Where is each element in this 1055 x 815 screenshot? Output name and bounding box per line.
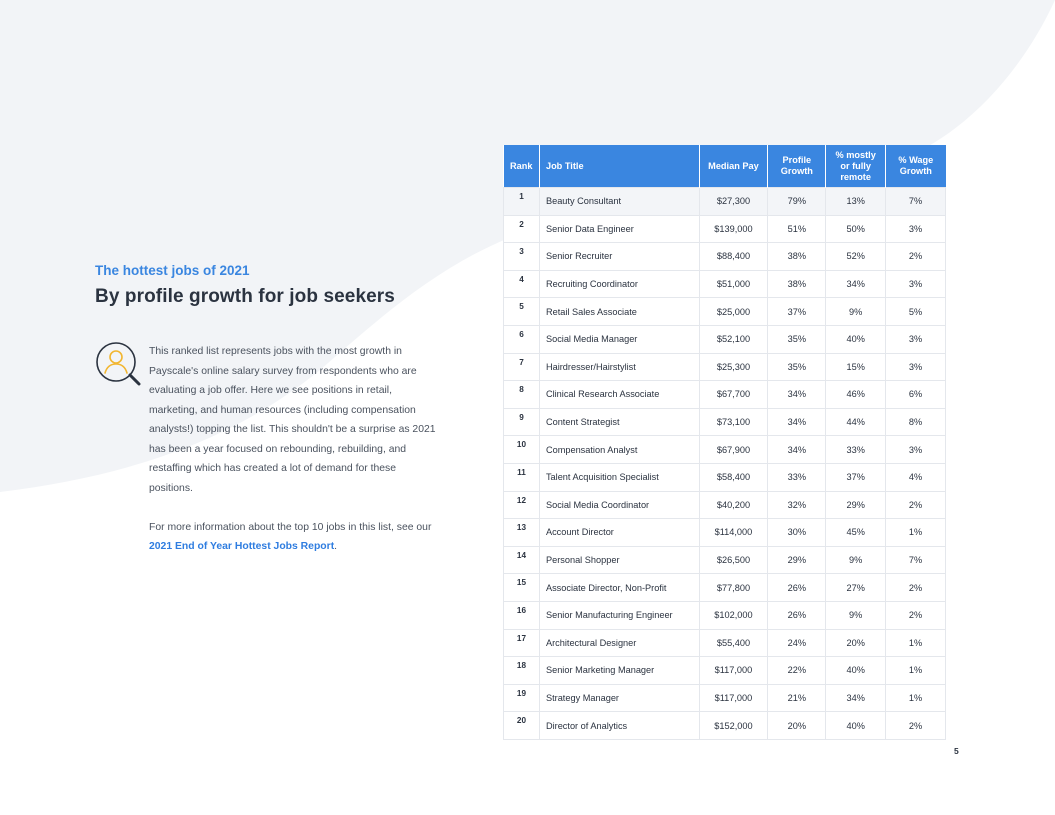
median-pay-cell: $51,000 bbox=[699, 270, 768, 298]
rank-cell: 10 bbox=[504, 436, 540, 464]
wage-growth-cell: 3% bbox=[886, 215, 946, 243]
median-pay-cell: $102,000 bbox=[699, 601, 768, 629]
median-pay-cell: $26,500 bbox=[699, 546, 768, 574]
profile-growth-cell: 20% bbox=[768, 712, 826, 740]
table-row bbox=[504, 491, 946, 519]
profile-growth-cell: 51% bbox=[768, 215, 826, 243]
wage-growth-cell: 1% bbox=[886, 629, 946, 657]
job-title-cell: Content Strategist bbox=[539, 408, 699, 436]
job-title-cell: Account Director bbox=[539, 519, 699, 547]
magnifier-person-icon bbox=[95, 341, 141, 387]
remote-cell: 40% bbox=[826, 712, 886, 740]
rank-cell: 13 bbox=[504, 519, 540, 547]
remote-cell: 52% bbox=[826, 243, 886, 271]
more-info-paragraph bbox=[149, 518, 439, 557]
more-info-suffix: . bbox=[334, 541, 338, 552]
profile-growth-cell: 26% bbox=[768, 601, 826, 629]
remote-cell: 29% bbox=[826, 491, 886, 519]
profile-growth-cell: 79% bbox=[768, 188, 826, 216]
intro-section bbox=[95, 263, 436, 552]
wage-growth-cell: 3% bbox=[886, 353, 946, 381]
table-row bbox=[504, 243, 946, 271]
section-title: By profile growth for job seekers bbox=[95, 286, 395, 307]
remote-cell: 40% bbox=[826, 657, 886, 685]
median-pay-cell: $67,900 bbox=[699, 436, 768, 464]
median-pay-cell: $117,000 bbox=[699, 684, 768, 712]
median-pay-cell: $55,400 bbox=[699, 629, 768, 657]
wage-growth-cell: 3% bbox=[886, 325, 946, 353]
rank-cell: 1 bbox=[504, 188, 540, 216]
wage-growth-cell: 1% bbox=[886, 519, 946, 547]
job-title-cell: Recruiting Coordinator bbox=[539, 270, 699, 298]
median-pay-cell: $77,800 bbox=[699, 574, 768, 602]
page-number: 5 bbox=[954, 746, 959, 756]
profile-growth-cell: 26% bbox=[768, 574, 826, 602]
header-job-title: Job Title bbox=[539, 145, 699, 188]
median-pay-cell: $117,000 bbox=[699, 657, 768, 685]
wage-growth-cell: 2% bbox=[886, 491, 946, 519]
remote-cell: 9% bbox=[826, 601, 886, 629]
profile-growth-cell: 35% bbox=[768, 353, 826, 381]
median-pay-cell: $114,000 bbox=[699, 519, 768, 547]
wage-growth-cell: 2% bbox=[886, 712, 946, 740]
header-wage-growth bbox=[886, 145, 946, 188]
header-profile-growth-line1: Profile bbox=[782, 155, 812, 165]
profile-growth-cell: 33% bbox=[768, 463, 826, 491]
more-info-prefix: For more information about the top 10 jobs in this list, see our bbox=[149, 521, 432, 533]
remote-cell: 37% bbox=[826, 463, 886, 491]
job-title-cell: Associate Director, Non-Profit bbox=[539, 574, 699, 602]
job-title-cell: Senior Recruiter bbox=[539, 243, 699, 271]
profile-growth-cell: 21% bbox=[768, 684, 826, 712]
job-title-cell: Senior Data Engineer bbox=[539, 215, 699, 243]
median-pay-cell: $52,100 bbox=[699, 325, 768, 353]
median-pay-cell: $40,200 bbox=[699, 491, 768, 519]
rank-cell: 18 bbox=[504, 657, 540, 685]
section-subtitle: The hottest jobs of 2021 bbox=[95, 263, 250, 278]
wage-growth-cell: 1% bbox=[886, 657, 946, 685]
wage-growth-cell: 2% bbox=[886, 601, 946, 629]
header-profile-growth bbox=[768, 145, 826, 188]
table-row bbox=[504, 408, 946, 436]
table-row bbox=[504, 298, 946, 326]
profile-growth-cell: 38% bbox=[768, 243, 826, 271]
description-paragraph: This ranked list represents jobs with the most growth in Payscale's online salary survey from respondents who are evaluating a job offer. Here we see positions in retail, marketing, and human resources (including compensation analysts!) topping the list. This shouldn't be a surprise as 2021 has been a year focused on rebounding, rebuilding, and restaffing which has created a lot of demand for these positions. bbox=[149, 346, 436, 494]
rank-cell: 14 bbox=[504, 546, 540, 574]
table-row bbox=[504, 353, 946, 381]
job-title-cell: Architectural Designer bbox=[539, 629, 699, 657]
remote-cell: 33% bbox=[826, 436, 886, 464]
table-row bbox=[504, 629, 946, 657]
median-pay-cell: $139,000 bbox=[699, 215, 768, 243]
job-title-cell: Hairdresser/Hairstylist bbox=[539, 353, 699, 381]
median-pay-cell: $67,700 bbox=[699, 381, 768, 409]
profile-growth-cell: 34% bbox=[768, 436, 826, 464]
rank-cell: 15 bbox=[504, 574, 540, 602]
median-pay-cell: $88,400 bbox=[699, 243, 768, 271]
remote-cell: 45% bbox=[826, 519, 886, 547]
job-title-cell: Senior Marketing Manager bbox=[539, 657, 699, 685]
remote-cell: 34% bbox=[826, 684, 886, 712]
table-row bbox=[504, 601, 946, 629]
header-remote-line1: % mostly bbox=[835, 149, 876, 160]
job-title-cell: Social Media Manager bbox=[539, 325, 699, 353]
job-title-cell: Clinical Research Associate bbox=[539, 381, 699, 409]
rank-cell: 16 bbox=[504, 601, 540, 629]
remote-cell: 9% bbox=[826, 298, 886, 326]
job-title-cell: Retail Sales Associate bbox=[539, 298, 699, 326]
rank-cell: 11 bbox=[504, 463, 540, 491]
job-title-cell: Strategy Manager bbox=[539, 684, 699, 712]
table-header-row bbox=[504, 145, 946, 188]
header-remote-line2: or fully bbox=[840, 160, 871, 171]
table-row bbox=[504, 657, 946, 685]
wage-growth-cell: 7% bbox=[886, 188, 946, 216]
rank-cell: 5 bbox=[504, 298, 540, 326]
remote-cell: 13% bbox=[826, 188, 886, 216]
job-title-cell: Personal Shopper bbox=[539, 546, 699, 574]
wage-growth-cell: 2% bbox=[886, 574, 946, 602]
header-rank: Rank bbox=[504, 145, 540, 188]
table-row bbox=[504, 463, 946, 491]
table-row bbox=[504, 684, 946, 712]
rank-cell: 3 bbox=[504, 243, 540, 271]
table-row bbox=[504, 325, 946, 353]
table-row bbox=[504, 381, 946, 409]
table-row bbox=[504, 436, 946, 464]
profile-growth-cell: 37% bbox=[768, 298, 826, 326]
wage-growth-cell: 6% bbox=[886, 381, 946, 409]
rank-cell: 17 bbox=[504, 629, 540, 657]
rank-cell: 8 bbox=[504, 381, 540, 409]
header-remote bbox=[826, 145, 886, 188]
wage-growth-cell: 3% bbox=[886, 436, 946, 464]
profile-growth-cell: 22% bbox=[768, 657, 826, 685]
median-pay-cell: $73,100 bbox=[699, 408, 768, 436]
table-row bbox=[504, 546, 946, 574]
median-pay-cell: $25,000 bbox=[699, 298, 768, 326]
profile-growth-cell: 29% bbox=[768, 546, 826, 574]
header-wage-growth-line2: Growth bbox=[899, 166, 932, 176]
hottest-jobs-report-link[interactable]: 2021 End of Year Hottest Jobs Report bbox=[149, 541, 335, 552]
table-row bbox=[504, 574, 946, 602]
rank-cell: 20 bbox=[504, 712, 540, 740]
job-title-cell: Compensation Analyst bbox=[539, 436, 699, 464]
rank-cell: 2 bbox=[504, 215, 540, 243]
wage-growth-cell: 3% bbox=[886, 270, 946, 298]
hottest-jobs-table bbox=[503, 145, 946, 740]
rank-cell: 12 bbox=[504, 491, 540, 519]
median-pay-cell: $152,000 bbox=[699, 712, 768, 740]
rank-cell: 19 bbox=[504, 684, 540, 712]
job-title-cell: Director of Analytics bbox=[539, 712, 699, 740]
remote-cell: 27% bbox=[826, 574, 886, 602]
rank-cell: 9 bbox=[504, 408, 540, 436]
profile-growth-cell: 24% bbox=[768, 629, 826, 657]
wage-growth-cell: 8% bbox=[886, 408, 946, 436]
header-remote-line3: remote bbox=[840, 171, 871, 182]
job-title-cell: Senior Manufacturing Engineer bbox=[539, 601, 699, 629]
table-row bbox=[504, 215, 946, 243]
remote-cell: 50% bbox=[826, 215, 886, 243]
header-profile-growth-line2: Growth bbox=[780, 166, 813, 176]
wage-growth-cell: 1% bbox=[886, 684, 946, 712]
remote-cell: 15% bbox=[826, 353, 886, 381]
remote-cell: 34% bbox=[826, 270, 886, 298]
remote-cell: 40% bbox=[826, 325, 886, 353]
table-row bbox=[504, 712, 946, 740]
rank-cell: 6 bbox=[504, 325, 540, 353]
profile-growth-cell: 38% bbox=[768, 270, 826, 298]
remote-cell: 9% bbox=[826, 546, 886, 574]
wage-growth-cell: 7% bbox=[886, 546, 946, 574]
remote-cell: 46% bbox=[826, 381, 886, 409]
table-body bbox=[504, 188, 946, 740]
rank-cell: 7 bbox=[504, 353, 540, 381]
description bbox=[149, 342, 439, 557]
table-row bbox=[504, 519, 946, 547]
remote-cell: 44% bbox=[826, 408, 886, 436]
table-row bbox=[504, 188, 946, 216]
profile-growth-cell: 34% bbox=[768, 408, 826, 436]
wage-growth-cell: 2% bbox=[886, 243, 946, 271]
profile-growth-cell: 35% bbox=[768, 325, 826, 353]
remote-cell: 20% bbox=[826, 629, 886, 657]
wage-growth-cell: 5% bbox=[886, 298, 946, 326]
header-median-pay: Median Pay bbox=[699, 145, 768, 188]
job-title-cell: Beauty Consultant bbox=[539, 188, 699, 216]
header-wage-growth-line1: % Wage bbox=[898, 155, 934, 165]
profile-growth-cell: 34% bbox=[768, 381, 826, 409]
rank-cell: 4 bbox=[504, 270, 540, 298]
job-title-cell: Social Media Coordinator bbox=[539, 491, 699, 519]
median-pay-cell: $27,300 bbox=[699, 188, 768, 216]
profile-growth-cell: 32% bbox=[768, 491, 826, 519]
job-title-cell: Talent Acquisition Specialist bbox=[539, 463, 699, 491]
median-pay-cell: $25,300 bbox=[699, 353, 768, 381]
wage-growth-cell: 4% bbox=[886, 463, 946, 491]
profile-growth-cell: 30% bbox=[768, 519, 826, 547]
table-row bbox=[504, 270, 946, 298]
median-pay-cell: $58,400 bbox=[699, 463, 768, 491]
